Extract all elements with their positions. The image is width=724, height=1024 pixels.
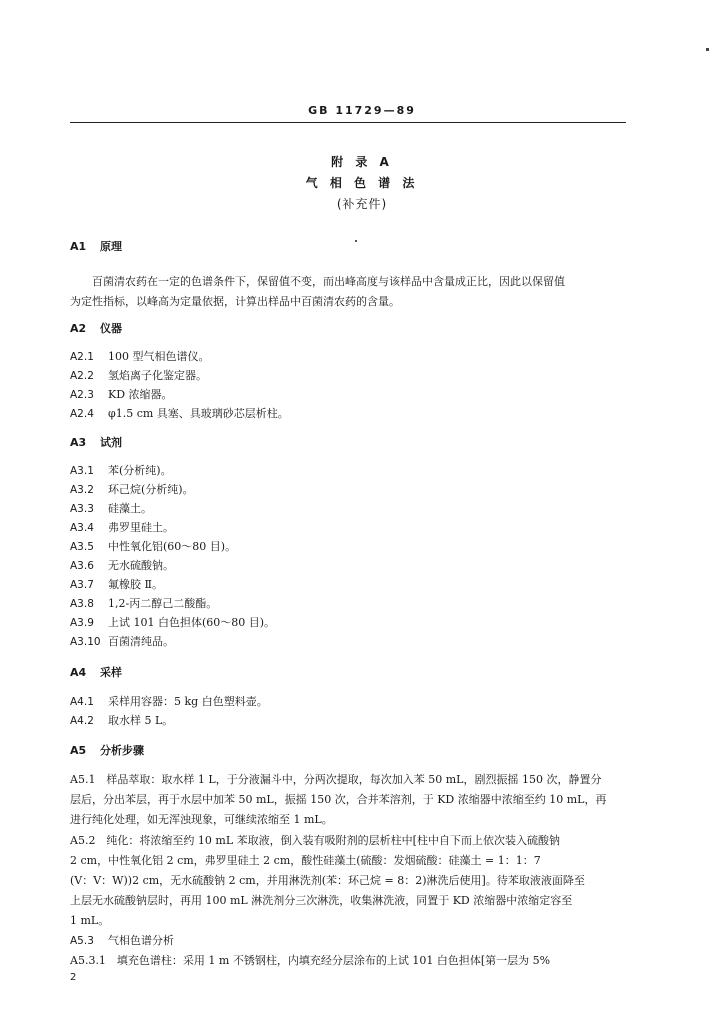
section-title: 分析步骤: [100, 744, 144, 757]
list-item: [70, 633, 174, 649]
item-number: A3.6: [70, 560, 94, 572]
section-title: 仪器: [100, 322, 122, 335]
item-text: 苯(分析纯)。: [108, 464, 172, 477]
section-heading-a3: [70, 434, 122, 450]
item-number: A4.2: [70, 715, 94, 727]
list-item: [70, 519, 174, 535]
page-number: 2: [70, 972, 77, 983]
paragraph-line: 百菌清农药在一定的色谱条件下，保留值不变，而出峰高度与该样品中含量成正比，因此以保留值: [92, 275, 565, 288]
item-text: 取水样 5 L。: [108, 714, 174, 727]
scan-speck: [355, 240, 357, 242]
list-item: [70, 462, 172, 478]
item-number: A5.3: [70, 935, 94, 947]
item-text: 1,2-丙二醇己二酸酯。: [108, 597, 218, 610]
list-item: [70, 557, 174, 573]
standard-number: GB 11729—89: [308, 104, 416, 117]
section-number: A2: [70, 322, 87, 335]
item-number: A3.1: [70, 465, 94, 477]
paragraph-line: (V：V：W))2 cm，无水硫酸钠 2 cm，并用淋洗剂(苯：环己烷 = 8：2)淋洗后使用]。待苯取液液面降至: [70, 874, 585, 887]
list-item: [70, 405, 289, 421]
paragraph-line: A5.3.1 填充色谱柱：采用 1 m 不锈钢柱，内填充经分层涂布的上试 101 白色担体[第一层为 5%: [70, 954, 551, 967]
list-item: [70, 693, 268, 709]
item-number: A3.2: [70, 484, 94, 496]
scan-speck: [706, 48, 709, 51]
list-item: [70, 595, 217, 611]
item-text: 弗罗里硅土。: [108, 521, 174, 534]
paragraph-line: A5.2 纯化：将浓缩至约 10 mL 苯取液，倒入装有吸附剂的层析柱中[柱中自下而上依次装入硫酸钠: [70, 834, 560, 847]
list-item: [70, 538, 236, 554]
paragraph-line: 1 mL。: [70, 914, 110, 927]
section-number: A3: [70, 436, 87, 449]
section-title: 采样: [100, 666, 122, 679]
section-title: 原理: [100, 240, 122, 253]
item-text: 中性氧化铝(60～80 目)。: [108, 540, 237, 553]
paragraph-line: A5.1 样品萃取：取水样 1 L，于分液漏斗中，分两次提取，每次加入苯 50 mL，剧烈振摇 150 次，静置分: [70, 773, 602, 786]
section-heading-a4: [70, 664, 122, 680]
section-number: A1: [70, 240, 87, 253]
list-item: [70, 614, 275, 630]
item-number: A2.2: [70, 370, 94, 382]
paragraph-line: 为定性指标，以峰高为定量依据，计算出样品中百菌清农药的含量。: [70, 295, 400, 308]
item-number: A3.10: [70, 636, 101, 648]
appendix-title: 气 相 色 谱 法: [305, 176, 419, 190]
section-heading-a1: [70, 238, 122, 254]
list-item: [70, 367, 207, 383]
item-text: 百菌清纯品。: [108, 635, 174, 648]
item-number: A3.7: [70, 579, 94, 591]
subsection-heading-a5-3: [70, 932, 174, 948]
appendix-subtitle: (补充件): [336, 197, 388, 211]
item-text: φ1.5 cm 具塞、具玻璃砂芯层析柱。: [108, 407, 289, 420]
item-number: A3.3: [70, 503, 94, 515]
list-item: [70, 576, 163, 592]
item-text: 上试 101 白色担体(60～80 目)。: [108, 616, 276, 629]
item-number: A2.1: [70, 351, 94, 363]
item-text: KD 浓缩器。: [108, 388, 173, 401]
section-heading-a2: [70, 320, 122, 336]
section-title: 试剂: [100, 436, 122, 449]
item-text: 氢焰离子化鉴定器。: [108, 369, 207, 382]
item-number: A3.4: [70, 522, 94, 534]
item-text: 环己烷(分析纯)。: [108, 483, 194, 496]
list-item: [70, 712, 173, 728]
item-text: 硅藻土。: [108, 502, 152, 515]
item-text: 100 型气相色谱仪。: [108, 350, 210, 363]
item-text: 气相色谱分析: [108, 934, 174, 947]
list-item: [70, 386, 173, 402]
paragraph-line: 2 cm，中性氧化铝 2 cm，弗罗里硅土 2 cm，酸性硅藻土(硫酸：发烟硫酸：硅藻土 = 1：1：7: [70, 854, 541, 867]
item-number: A4.1: [70, 696, 94, 708]
appendix-title-block: [0, 152, 724, 215]
item-number: A2.4: [70, 408, 94, 420]
section-number: A4: [70, 666, 87, 679]
section-number: A5: [70, 744, 87, 757]
item-text: 采样用容器：5 kg 白色塑料壶。: [108, 695, 268, 708]
paragraph-line: 进行纯化处理，如无浑浊现象，可继续浓缩至 1 mL。: [70, 813, 333, 826]
item-text: 无水硫酸钠。: [108, 559, 174, 572]
paragraph-line: 层后，分出苯层，再于水层中加苯 50 mL，振摇 150 次，合并苯溶剂，于 KD 浓缩器中浓缩至约 10 mL，再: [70, 793, 607, 806]
item-number: A2.3: [70, 389, 94, 401]
item-text: 氟橡胶 Ⅱ。: [108, 578, 163, 591]
list-item: [70, 500, 152, 516]
item-number: A3.9: [70, 617, 94, 629]
header-rule: [70, 122, 626, 123]
list-item: [70, 481, 194, 497]
paragraph-line: 上层无水硫酸钠层时，再用 100 mL 淋洗剂分三次淋洗，收集淋洗液，同置于 KD 浓缩器中浓缩定容至: [70, 894, 573, 907]
appendix-label: 附 录 A: [331, 155, 393, 169]
list-item: [70, 348, 210, 364]
section-heading-a5: [70, 742, 144, 758]
item-number: A3.5: [70, 541, 94, 553]
item-number: A3.8: [70, 598, 94, 610]
